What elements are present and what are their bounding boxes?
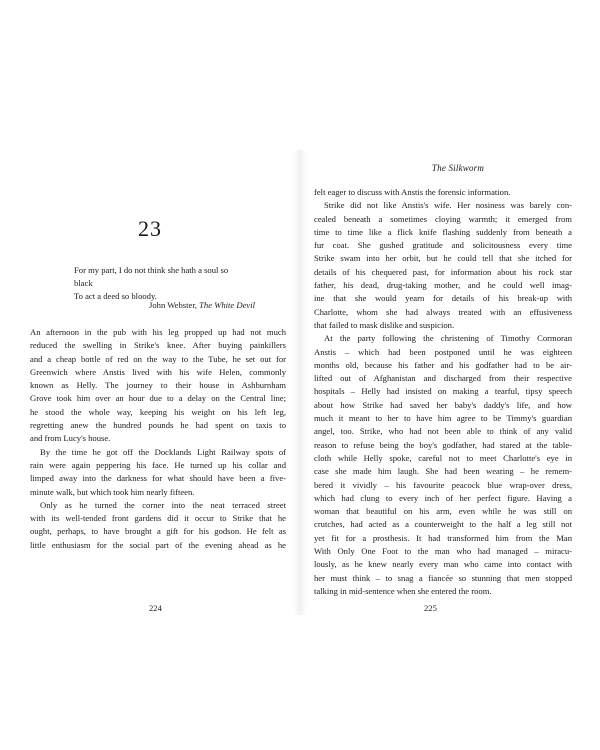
text-line: woman that beautiful on his arm, even while he was still on (314, 506, 572, 517)
running-head: The Silkworm (431, 163, 485, 173)
text-line: By the time he got off the Docklands Light Railway spots of (40, 446, 286, 457)
text-line: With Only One Foot to the man who had managed – miracu- (314, 546, 572, 557)
epigraph-attribution (0, 300, 255, 310)
text-line: with its well-tended front gardens did it occur to Strike that he (30, 513, 286, 524)
page-number: 225 (424, 603, 437, 613)
text-line: ought, perhaps, to have brought a gift for his godson. He felt as (30, 526, 286, 537)
text-line: felt eager to discuss with Anstis the forensic information. (314, 187, 511, 197)
text-line: limped away into the darkness for what should have been a five- (30, 473, 286, 484)
text-line: lifted out of Afghanistan and discharged from their respective (314, 373, 572, 384)
text-line: angel, too. Strike, who had not been able to think of any valid (314, 426, 572, 437)
text-line: reduced the swelling in Strike's knee. After buying painkillers (30, 340, 286, 351)
epigraph-line: To act a deed so bloody. (74, 291, 157, 301)
text-line: that failed to mask dislike and suspicion. (314, 319, 455, 330)
epigraph-line: For my part, I do not think she hath a soul so (74, 265, 229, 275)
text-line: Grove took him over an hour due to a delay on the Central line; (30, 393, 286, 404)
epigraph-line: black (74, 278, 93, 288)
left-page-body (30, 326, 286, 552)
page-number: 224 (149, 603, 162, 613)
text-line: reason to refuse being the boy's godfather, had stared at the table- (314, 439, 572, 450)
text-line: fur coat. She gushed gratitude and solicitousness every time (314, 240, 572, 251)
text-line: regretting anew the hundred pounds he had spent on taxis to (30, 420, 286, 431)
text-line: Only as he turned the corner into the neat terraced street (40, 499, 286, 510)
chapter-number: 23 (138, 216, 162, 241)
text-line: Strike swam into her orbit, but he could tell that she itched for (314, 253, 572, 264)
text-line: At the party following the christening of Timothy Cormoran (324, 333, 572, 344)
text-line: minute walk, but which took him nearly fifteen. (30, 486, 195, 497)
text-line: lously, as he knew nearly every man who came into contact with (314, 559, 572, 570)
right-page-body (314, 186, 572, 598)
text-line: details of his chequered past, for information about his rock star (314, 266, 572, 277)
text-line: hospitals – Helly had insisted on making a tearful, tipsy speech (314, 386, 572, 397)
text-line: time to time like a flick knife flashing suddenly from beneath a (314, 226, 572, 237)
text-line: about how Strike had saved her baby's daddy's life, and how (314, 399, 572, 410)
epigraph-work: The White Devil (199, 300, 255, 310)
text-line: An afternoon in the pub with his leg propped up had not much (30, 327, 286, 337)
text-line: cealed beneath a sometimes cloying warmth; it emerged from (314, 213, 572, 224)
text-line: known as Helly. The journey to their house in Ashburnham (30, 380, 286, 391)
text-line: father, his dead, drug-taking mother, and he could well imag- (314, 280, 572, 291)
text-line: Anstis – which had been postponed until he was eighteen (314, 346, 572, 357)
text-line: Charlotte, whom she had always treated with an effusiveness (314, 306, 572, 317)
text-line: her must think – to snag a fiancée so stunning that men stopped (314, 572, 572, 583)
text-line: yet fit for a prosthesis. It had transformed him from the Man (314, 532, 572, 543)
text-line: talking in mid-sentence when she entered the room. (314, 585, 492, 596)
epigraph (74, 264, 264, 303)
text-line: bered it vividly – his favourite peacock blue wrap-over dress, (314, 479, 572, 490)
epigraph-author: John Webster, (149, 300, 197, 310)
text-line: Greenwich where Anstis lived with his wife Helen, commonly (30, 366, 286, 377)
text-line: case she made him laugh. She had been wearing – he remem- (314, 466, 572, 477)
text-line: he stood the whole way, keeping his weight on his left leg, (30, 406, 286, 417)
text-line: which had clung to every inch of her perfect figure. Having a (314, 492, 572, 503)
text-line: rain were again peppering his face. He turned up his collar and (30, 459, 286, 470)
text-line: much it meant to her to have him agree to be Timmy's guardian (314, 413, 572, 424)
text-line: ine that she would yearn for details of his break-up with (314, 293, 572, 304)
text-line: little enthusiasm for the social part of the evening ahead as he (30, 539, 286, 550)
text-line: and from Lucy's house. (30, 433, 111, 444)
text-line: months old, because his father and his godfather had to be air- (314, 359, 572, 370)
text-line: cloth while Helly spoke, careful not to meet Charlotte's eye in (314, 452, 572, 463)
text-line: crutches, had acted as a counterweight to the half a leg still not (314, 519, 572, 530)
text-line: and a cheap bottle of red on the way to the Tube, he set out for (30, 353, 286, 364)
text-line: Strike did not like Anstis's wife. Her nosiness was barely con- (324, 200, 572, 211)
